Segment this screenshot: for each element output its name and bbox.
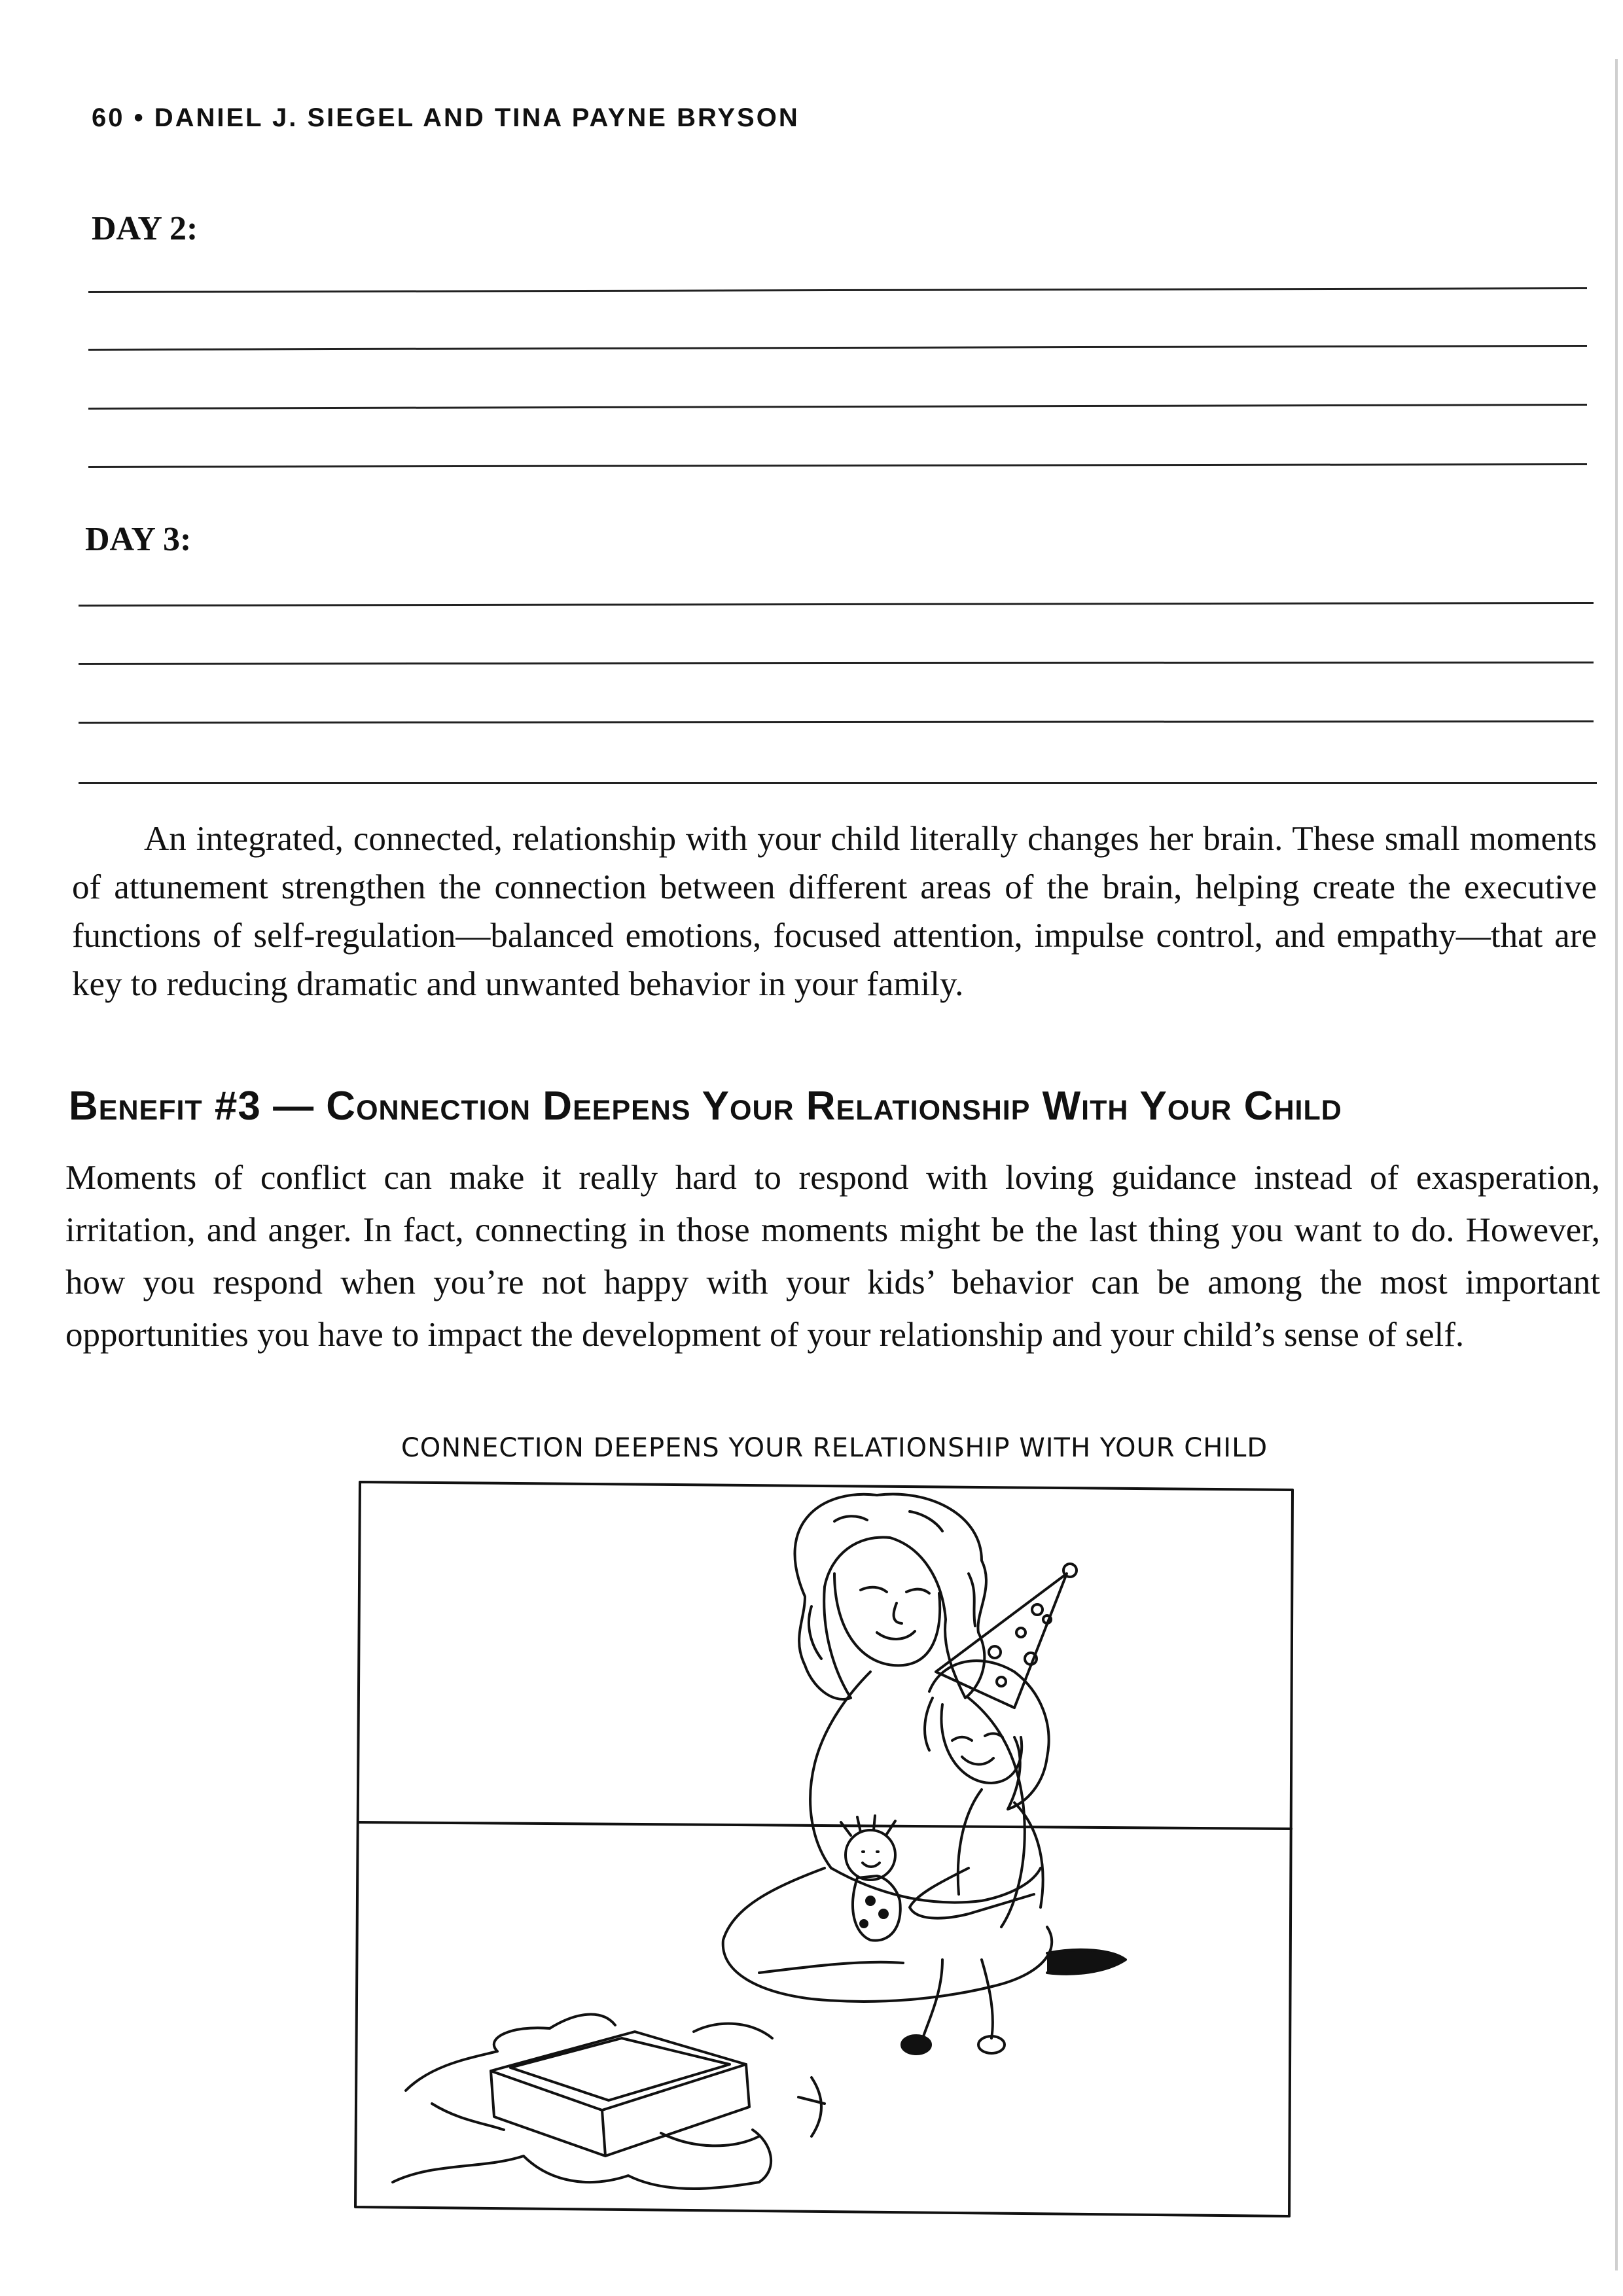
- day-3-writing-line[interactable]: [79, 720, 1594, 724]
- figure-caption: CONNECTION DEEPENS YOUR RELATIONSHIP WITH YOUR CHILD: [401, 1433, 1268, 1463]
- mother-legs: [723, 1868, 1052, 2002]
- wrapping-paper: [393, 2015, 771, 2189]
- paragraph-attunement: An integrated, connected, relationship with your child literally changes her brain. These small moments of attunement strengthen the connection between different areas of the brain, helping create the executive functions of self-regulation—balanced emotions, focused attention, impulse control, and empathy—that are key to reducing dramatic and unwanted behavior in your family.: [72, 820, 1597, 1003]
- illustration-mother-and-child: [353, 1475, 1296, 2221]
- day-3-label: DAY 3:: [85, 521, 192, 558]
- floor-line: [359, 1822, 1291, 1829]
- child-body: [958, 1790, 1043, 1907]
- day-2-writing-line[interactable]: [88, 345, 1587, 351]
- day-3-writing-line[interactable]: [79, 602, 1594, 607]
- day-2-writing-line[interactable]: [88, 404, 1587, 410]
- running-head: 60 • DANIEL J. SIEGEL AND TINA PAYNE BRYSON: [92, 103, 800, 132]
- mother-hair: [794, 1494, 986, 1699]
- child-face: [941, 1704, 1022, 1783]
- doll-head: [846, 1830, 895, 1880]
- party-hat: [936, 1574, 1067, 1708]
- paragraph-conflict: Moments of conflict can make it really hard to respond with loving guidance instead of exasperation, irritation, and anger. In fact, connecting in those moments might be the last thing you want to do. However, how you respond when you’re not happy with your kids’ behavior can be among the most important opportunities you have to impact the development of your relationship and your child’s sense of self.: [65, 1159, 1600, 1354]
- doll-body: [853, 1876, 901, 1941]
- mother-body: [810, 1672, 1025, 1927]
- day-2-label: DAY 2:: [92, 210, 198, 247]
- day-3-writing-line[interactable]: [79, 662, 1594, 665]
- day-2-writing-line[interactable]: [88, 463, 1587, 468]
- page-edge: [1615, 59, 1618, 2270]
- day-3-writing-line[interactable]: [79, 782, 1597, 784]
- day-2-writing-line[interactable]: [88, 287, 1587, 293]
- mother-face: [834, 1574, 940, 1665]
- section-heading: Benefit #3 — Connection Deepens Your Relationship With Your Child: [69, 1084, 1342, 1129]
